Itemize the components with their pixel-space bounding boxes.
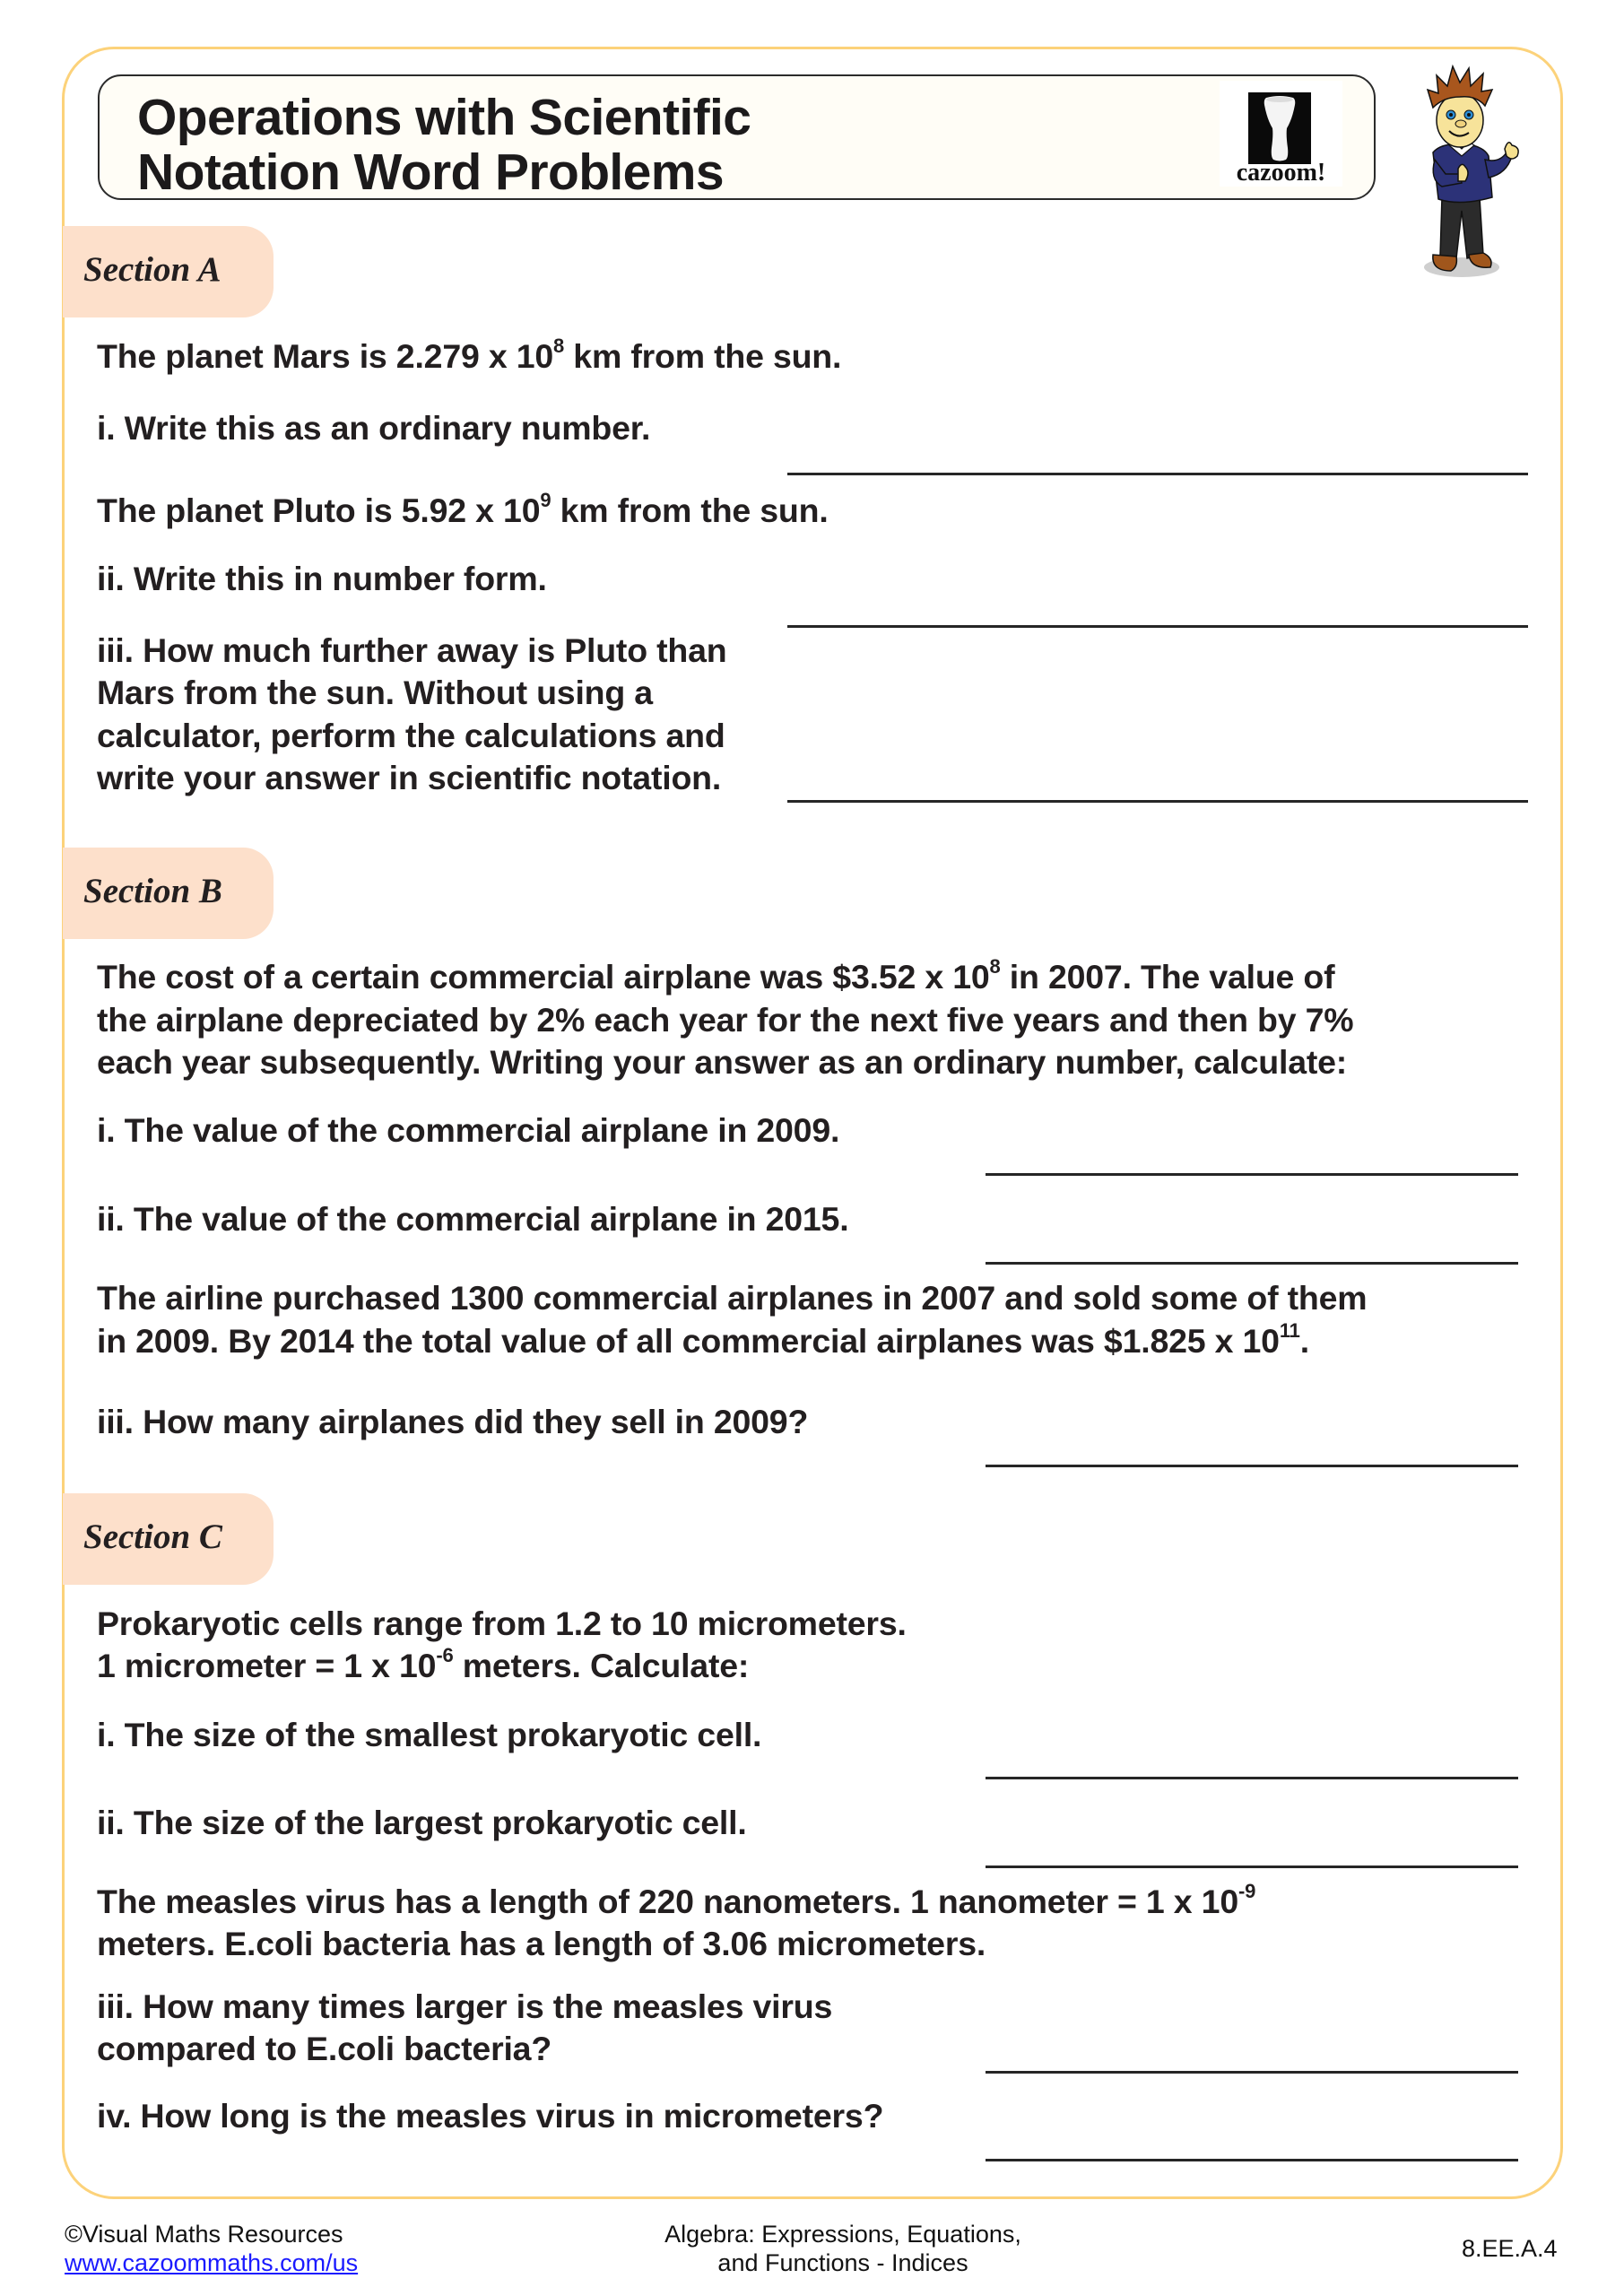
- section-a-pluto-text: The planet Pluto is 5.92 x $10^9$ km from the sun.: [97, 489, 829, 529]
- cartoon-boy-thumbs-up-icon: [1406, 63, 1523, 283]
- footer-standard-code: 8.EE.A.4: [1462, 2235, 1558, 2262]
- drum-logo-icon: [1248, 92, 1311, 164]
- section-c-question-iii-line-2: compared to E.coli bacteria?: [97, 2030, 552, 2067]
- section-b-question-iii: iii. How many airplanes did they sell in 2009?: [97, 1403, 809, 1440]
- answer-line-a-iii[interactable]: [787, 800, 1528, 803]
- section-a-question-iii-line-3: calculator, perform the calculations and: [97, 717, 725, 754]
- logo-wordmark: cazoom!: [1236, 159, 1326, 187]
- section-c-question-ii: ii. The size of the largest prokaryotic cell.: [97, 1804, 747, 1841]
- answer-line-c-i[interactable]: [986, 1777, 1518, 1779]
- section-b-intro-line-3: each year subsequently. Writing your answer as an ordinary number, calculate:: [97, 1043, 1348, 1081]
- page-title-line-2: Notation Word Problems: [137, 144, 724, 201]
- page-title-line-1: Operations with Scientific: [137, 89, 751, 146]
- section-c-intro-line-2: 1 micrometer = 1 x $10^{-6}$ meters. Calculate:: [97, 1644, 750, 1684]
- section-a-mars-text: The planet Mars is 2.279 x $10^8$ km from the sun.: [97, 335, 842, 375]
- section-c-measles-line-2: meters. E.coli bacteria has a length of 3.06 micrometers.: [97, 1925, 986, 1962]
- section-a-question-ii: ii. Write this in number form.: [97, 560, 547, 597]
- answer-line-c-iii[interactable]: [986, 2071, 1518, 2074]
- section-b-intro-line-2: the airplane depreciated by 2% each year for the next five years and then by 7%: [97, 1001, 1354, 1039]
- answer-line-c-iv[interactable]: [986, 2159, 1518, 2161]
- section-a-question-iii-line-4: write your answer in scientific notation.: [97, 759, 722, 796]
- section-a-question-i: i. Write this as an ordinary number.: [97, 409, 651, 447]
- section-c-question-iii-line-1: iii. How many times larger is the measles virus: [97, 1987, 833, 2025]
- section-b-label: Section B: [83, 872, 222, 910]
- section-c-tab: [63, 1493, 274, 1585]
- footer-topic-line-1: Algebra: Expressions, Equations,: [664, 2221, 1021, 2248]
- cazoom-logo: [1220, 81, 1342, 187]
- answer-line-b-ii[interactable]: [986, 1262, 1518, 1265]
- section-b-airline-line-1: The airline purchased 1300 commercial airplanes in 2007 and sold some of them: [97, 1279, 1368, 1317]
- section-a-question-iii-line-2: Mars from the sun. Without using a: [97, 674, 653, 711]
- section-a-label: Section A: [83, 250, 221, 289]
- section-b-intro-line-1: The cost of a certain commercial airplane was $3.52 x $10^8$ in 2007. The value of: [97, 955, 1335, 996]
- section-a-question-iii-line-1: iii. How much further away is Pluto than: [97, 631, 727, 669]
- footer-topic-line-2: and Functions - Indices: [717, 2249, 968, 2276]
- section-c-question-i: i. The size of the smallest prokaryotic cell.: [97, 1716, 762, 1753]
- answer-line-b-iii[interactable]: [986, 1465, 1518, 1467]
- section-c-measles-line-1: The measles virus has a length of 220 nanometers. 1 nanometer = 1 x $10^{-9}$: [97, 1880, 1256, 1920]
- section-c-question-iv: iv. How long is the measles virus in micrometers?: [97, 2097, 884, 2135]
- answer-line-a-ii[interactable]: [787, 625, 1528, 628]
- answer-line-c-ii[interactable]: [986, 1866, 1518, 1868]
- section-b-airline-line-2: in 2009. By 2014 the total value of all commercial airplanes was $1.825 x $10^{11}$.: [97, 1319, 1309, 1360]
- section-b-question-ii: ii. The value of the commercial airplane in 2015.: [97, 1200, 849, 1238]
- section-a-tab: [63, 226, 274, 317]
- section-c-intro-line-1: Prokaryotic cells range from 1.2 to 10 micrometers.: [97, 1605, 907, 1642]
- section-b-question-i: i. The value of the commercial airplane in 2009.: [97, 1111, 840, 1149]
- section-c-label: Section C: [83, 1518, 222, 1556]
- footer-copyright: ©Visual Maths Resources: [65, 2221, 343, 2248]
- footer-website-link[interactable]: www.cazoommaths.com/us: [65, 2249, 359, 2276]
- section-b-tab: [63, 848, 274, 939]
- answer-line-a-i[interactable]: [787, 473, 1528, 475]
- answer-line-b-i[interactable]: [986, 1173, 1518, 1176]
